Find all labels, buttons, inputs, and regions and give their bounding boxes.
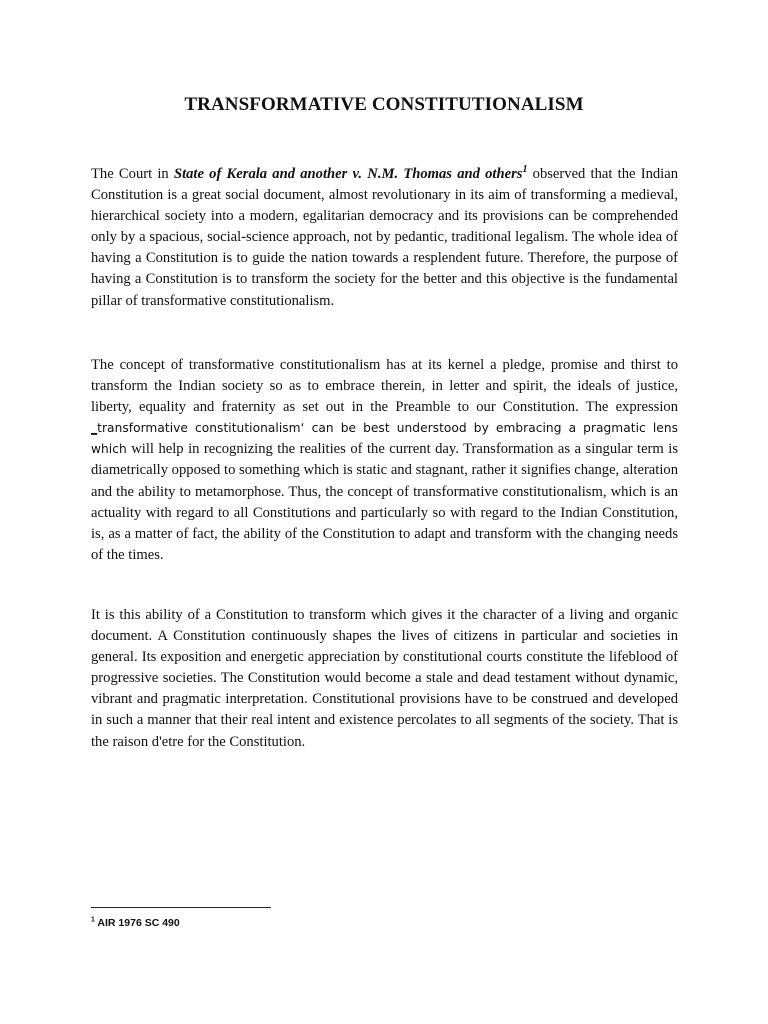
quoted-text: transformative constitutionalism‘ can be best understood by embracing a pragmatic lens which (91, 421, 678, 457)
paragraph-1-prefix: The Court in (91, 166, 174, 182)
footnote-number: 1 (91, 916, 95, 924)
footnote-separator (91, 907, 271, 908)
case-name: State of Kerala and another v. N.M. Thomas and others (173, 166, 523, 182)
footnote-text: AIR 1976 SC 490 (94, 917, 180, 929)
page-title: TRANSFORMATIVE CONSTITUTIONALISM (184, 94, 584, 115)
quote-mark: _ (91, 421, 98, 436)
paragraph-2 (91, 355, 678, 566)
paragraph-3: It is this ability of a Constitution to transform which gives it the character of a living and organic document. A Constitution continuously shapes the lives of citizens in particular and societies in general. Its exposition and energetic appreciation by constitutional courts constitute the lifeblood of progressive societies. The Constitution would become a stale and dead testament without dynamic, vibrant and pragmatic interpretation. Constitutional provisions have to be construed and developed in such a manner that their real intent and existence percolates to all segments of the society. That is the raison d'etre for the Constitution. (91, 607, 678, 750)
case-citation (174, 166, 527, 182)
paragraph-2-intro: The concept of transformative constitutionalism has at its kernel a pledge, promise and thirst to transform the Indian society so as to embrace therein, in letter and spirit, the ideals of justice, liberty, equality and fraternity as set out in the Preamble to our Constitution. The expression (91, 357, 678, 416)
paragraph-1-body: observed that the Indian Constitution is a great social document, almost revolutionary in its aim of transforming a medieval, hierarchical society into a modern, egalitarian democracy and its provisions can be comprehended only by a spacious, social-science approach, not by pedantic, traditional legalism. The whole idea of having a Constitution is to guide the nation towards a resplendent future. Therefore, the purpose of having a Constitution is to transform the society for the better and this objective is the fundamental pillar of transformative constitutionalism. (91, 166, 678, 309)
footnote-reference[interactable]: 1 (522, 164, 528, 176)
paragraph-2-body: will help in recognizing the realities of the current day. Transformation as a singular term is diametrically opposed to something which is static and stagnant, rather it signifies change, alteration and the ability to metamorphose. Thus, the concept of transformative constitutionalism, which is an actuality with regard to all Constitutions and particularly so with regard to the Indian Constitution, is, as a matter of fact, the ability of the Constitution to adapt and transform with the changing needs of the times. (91, 441, 678, 563)
footnote (91, 917, 180, 929)
paragraph-1 (91, 164, 678, 312)
